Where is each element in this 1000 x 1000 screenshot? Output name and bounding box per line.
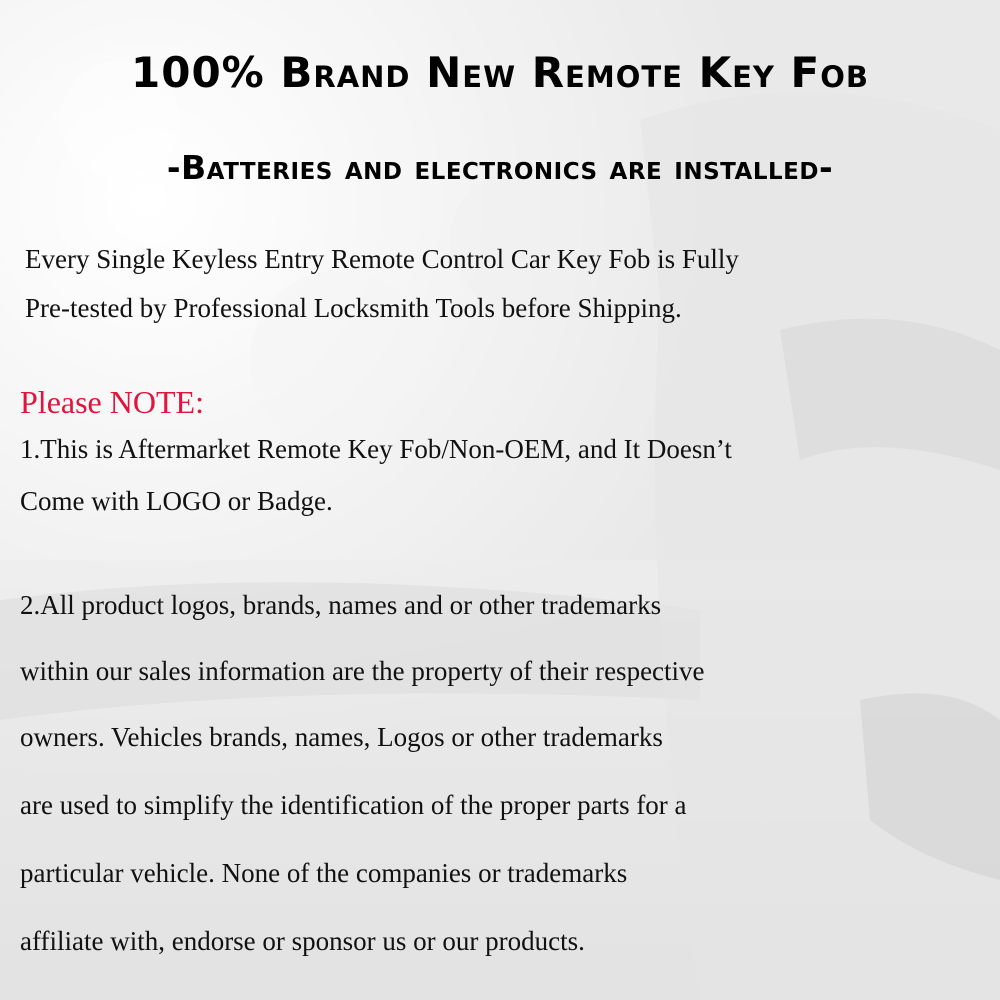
note-item-2-line-3: owners. Vehicles brands, names, Logos or other trademarks [20,722,663,752]
note-item-2-line-6: affiliate with, endorse or sponsor us or our products. [20,926,585,956]
intro-line-1: Every Single Keyless Entry Remote Control Car Key Fob is Fully [25,244,739,274]
subheadline: -Batteries and electronics are installed- [166,148,834,187]
note-item-1-line-1: 1.This is Aftermarket Remote Key Fob/Non-OEM, and It Doesn’t [20,434,732,464]
note-item-2-line-1: 2.All product logos, brands, names and or other trademarks [20,590,662,620]
note-item-2-line-2: within our sales information are the property of their respective [20,656,705,686]
headline: 100% Brand New Remote Key Fob [131,48,869,97]
note-heading: Please NOTE: [20,384,204,420]
note-item-2-line-5: particular vehicle. None of the companies or trademarks [20,858,628,888]
note-item-1-line-2: Come with LOGO or Badge. [20,486,333,516]
intro-line-2: Pre-tested by Professional Locksmith Tools before Shipping. [25,293,682,323]
note-item-2-line-4: are used to simplify the identification of the proper parts for a [20,790,687,820]
